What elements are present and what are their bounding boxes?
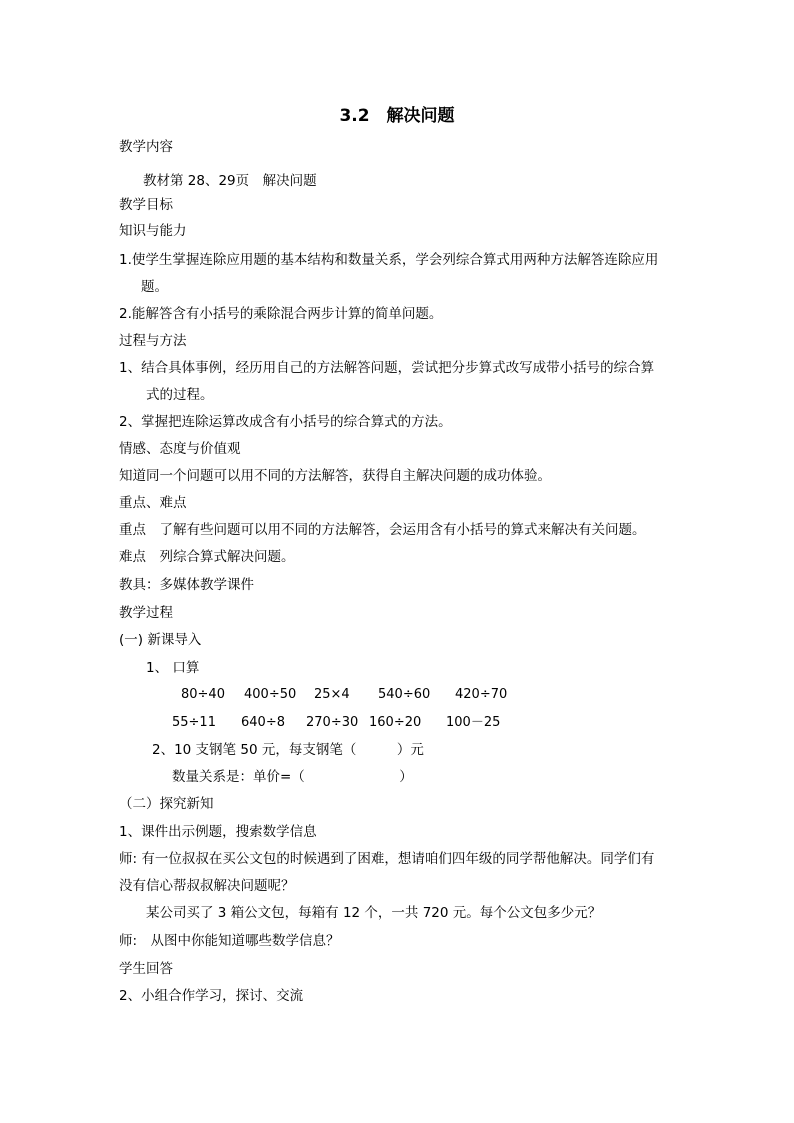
teacher-intro-cont: 没有信心帮叔叔解决问题呢？ <box>119 878 295 894</box>
subheading-process: 过程与方法 <box>119 333 187 349</box>
step-explore-heading: （二）探究新知 <box>119 796 214 812</box>
student-answer: 学生回答 <box>119 961 173 977</box>
objective-2: 2.能解答含有小括号的乘除混合两步计算的简单问题。 <box>119 306 443 322</box>
quantity-relation: 数量关系是：单价=（ ） <box>172 769 413 785</box>
oral-calc-item: 80÷40 <box>181 687 225 702</box>
process-1-cont: 式的过程。 <box>146 387 214 403</box>
document-title: 3.2 解决问题 <box>339 106 455 126</box>
step-intro-heading: (一) 新课导入 <box>119 632 202 648</box>
keypoint-text: 重点 了解有些问题可以用不同的方法解答，会运用含有小括号的算式来解决有关问题。 <box>119 522 646 538</box>
process-1: 1、结合具体事例，经历用自己的方法解答问题，尝试把分步算式改写成带小括号的综合算 <box>119 360 655 376</box>
section-heading-objectives: 教学目标 <box>119 197 173 213</box>
teacher-question: 师: 从图中你能知道哪些数学信息？ <box>119 933 340 949</box>
subheading-knowledge: 知识与能力 <box>119 223 187 239</box>
oral-calc-item: 400÷50 <box>244 687 297 702</box>
explore-step-1: 1、课件出示例题，搜索数学信息 <box>119 824 317 840</box>
oral-calc-item: 420÷70 <box>455 687 508 702</box>
section-heading-process: 教学过程 <box>119 605 173 621</box>
oral-calc-item: 540÷60 <box>378 687 431 702</box>
teaching-aids: 教具：多媒体教学课件 <box>119 577 254 593</box>
process-2: 2、掌握把连除运算改成含有小括号的综合算式的方法。 <box>119 414 452 430</box>
section-heading-keypoints: 重点、难点 <box>119 495 187 511</box>
difficulty-text: 难点 列综合算式解决问题。 <box>119 549 295 565</box>
oral-calc-item: 640÷8 <box>241 715 285 730</box>
subheading-attitude: 情感、态度与价值观 <box>119 441 241 457</box>
oral-calc-item: 25×4 <box>314 687 350 702</box>
oral-calc-item: 55÷11 <box>172 715 216 730</box>
oral-calc-item: 270÷30 <box>306 715 359 730</box>
objective-1: 1.使学生掌握连除应用题的基本结构和数量关系，学会列综合算式用两种方法解答连除应用 <box>119 252 659 268</box>
attitude-text: 知道同一个问题可以用不同的方法解答，获得自主解决问题的成功体验。 <box>119 468 551 484</box>
oral-calc-heading: 1、 口算 <box>146 660 200 676</box>
objective-1-cont: 题。 <box>141 279 168 295</box>
teacher-intro: 师: 有一位叔叔在买公文包的时候遇到了困难，想请咱们四年级的同学帮他解决。同学们有 <box>119 851 655 867</box>
oral-calc-item: 160÷20 <box>369 715 422 730</box>
oral-calc-item: 100－25 <box>446 715 501 730</box>
explore-step-2: 2、小组合作学习，探讨、交流 <box>119 988 304 1004</box>
pen-price-question: 2、10 支钢笔 50 元，每支钢笔（ ）元 <box>152 742 424 758</box>
example-problem: 某公司买了 3 箱公文包，每箱有 12 个，一共 720 元。每个公文包多少元？ <box>146 905 602 921</box>
textbook-pages: 教材第 28、29页 解决问题 <box>143 173 317 189</box>
section-heading-content: 教学内容 <box>119 139 173 155</box>
